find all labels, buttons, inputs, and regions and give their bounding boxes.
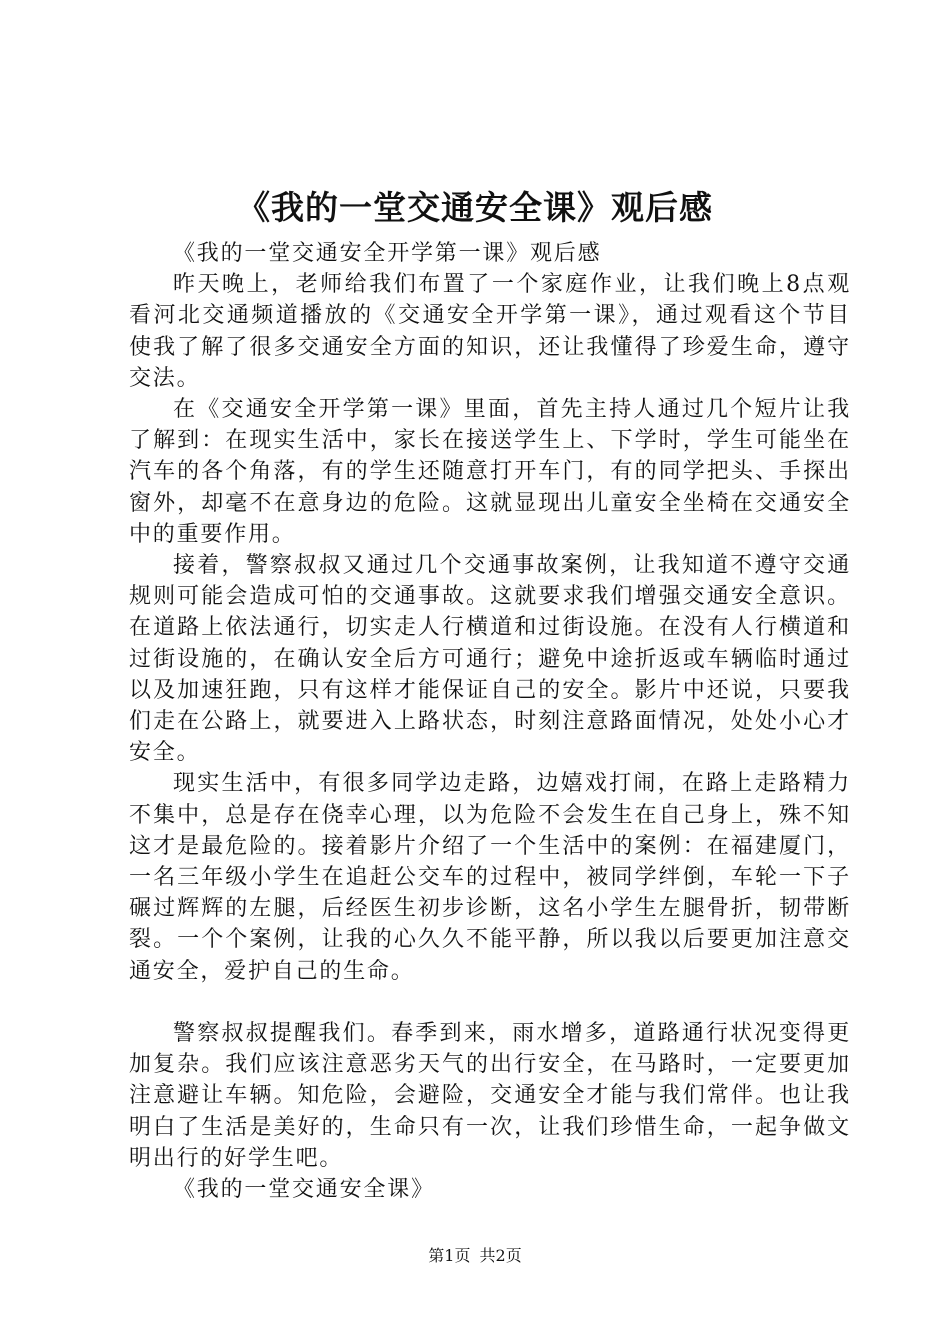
page-footer: 第1页 共2页 [428,1246,522,1265]
paragraph-spacer [129,987,851,1018]
document-body [129,238,851,1205]
paragraph-5: 警察叔叔提醒我们。春季到来，雨水增多，道路通行状况变得更加复杂。我们应该注意恶劣天气的出行安全，在马路时，一定要更加注意避让车辆。知危险，会避险，交通安全才能与我们常伴。也让我明白了生活是美好的，生命只有一次，让我们珍惜生命，一起争做文明出行的好学生吧。 [129,1021,851,1171]
paragraph-closing-title: 《我的一堂交通安全课》 [173,1177,435,1203]
paragraph-2: 在《交通安全开学第一课》里面，首先主持人通过几个短片让我了解到：在现实生活中，家长在接送学生上、下学时，学生可能坐在汽车的各个角落，有的学生还随意打开车门，有的同学把头、手探出窗外，却毫不在意身边的危险。这就显现出儿童安全坐椅在交通安全中的重要作用。 [129,397,851,547]
paragraph-1: 昨天晚上，老师给我们布置了一个家庭作业，让我们晚上8点观看河北交通频道播放的《交通安全开学第一课》，通过观看这个节目使我了解了很多交通安全方面的知识，还让我懂得了珍爱生命，遵守交法。 [129,272,851,391]
document-title: 《我的一堂交通安全课》观后感 [237,188,713,227]
paragraph-3: 接着，警察叔叔又通过几个交通事故案例，让我知道不遵守交通规则可能会造成可怕的交通事故。这就要求我们增强交通安全意识。在道路上依法通行，切实走人行横道和过街设施。在没有人行横道和过街设施的，在确认安全后方可通行；避免中途折返或车辆临时通过以及加速狂跑，只有这样才能保证自己的安全。影片中还说，只要我们走在公路上，就要进入上路状态，时刻注意路面情况，处处小心才安全。 [129,553,851,766]
paragraph-4: 现实生活中，有很多同学边走路，边嬉戏打闹，在路上走路精力不集中，总是存在侥幸心理，以为危险不会发生在自己身上，殊不知这才是最危险的。接着影片介绍了一个生活中的案例：在福建厦门，一名三年级小学生在追赶公交车的过程中，被同学绊倒，车轮一下子碾过辉辉的左腿，后经医生初步诊断，这名小学生左腿骨折，韧带断裂。一个个案例，让我的心久久不能平静，所以我以后要更加注意交通安全，爱护自己的生命。 [129,771,851,984]
paragraph-subtitle: 《我的一堂交通安全开学第一课》观后感 [173,241,602,266]
